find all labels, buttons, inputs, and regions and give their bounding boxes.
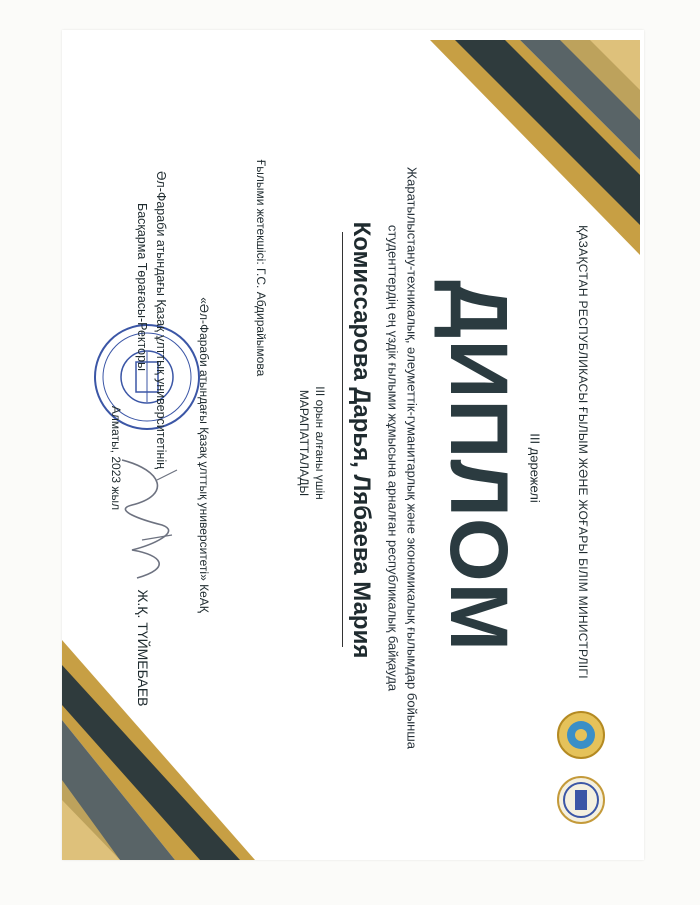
signer-position-line-1: Әл-Фараби атындағы Қазақ ұлттық университетінің [154, 170, 168, 470]
kaznu-logo-icon [556, 775, 606, 825]
recipient-names: Комиссарова Дарья, Лябаева Мария [348, 221, 375, 659]
names-underline [342, 232, 343, 647]
kazakhstan-emblem-icon [556, 710, 606, 760]
ministry-heading: ҚАЗАҚСТАН РЕСПУБЛИКАСЫ ҒЫЛЫМ ЖӘНЕ ЖОҒАРЫ БІЛІМ МИНИСТРЛІГІ [576, 225, 590, 679]
signer-name: Ж.Қ. ТҮЙМЕБАЕВ [135, 589, 151, 707]
university-name: «Әл-Фараби атындағы Қазақ ұлттық университеті» КеАҚ [197, 297, 211, 613]
supervisor-text: Ғылыми жетекшісі: Г.С. Абдирайымова [254, 159, 268, 377]
contest-line-1: Жаратылыстану-техникалық, әлеуметтік-гуманитарлық және экономикалық ғылымдар бойынша [404, 166, 420, 750]
degree-label: III дәрежелі [527, 433, 543, 503]
place-text: III орын алғаны үшін [313, 386, 327, 500]
diploma-title: ДИПЛОМ [433, 280, 524, 652]
contest-line-2: студенттердің ең үздік ғылыми жұмысына арналған республикалық байқауда [385, 224, 401, 692]
city-year: Алматы, 2023 жыл [109, 405, 123, 511]
awarded-text: МАРАПАТТАЛАДЫ [297, 389, 311, 497]
signer-position-line-2: Басқарма Төрағасы-Ректоры [135, 202, 149, 372]
